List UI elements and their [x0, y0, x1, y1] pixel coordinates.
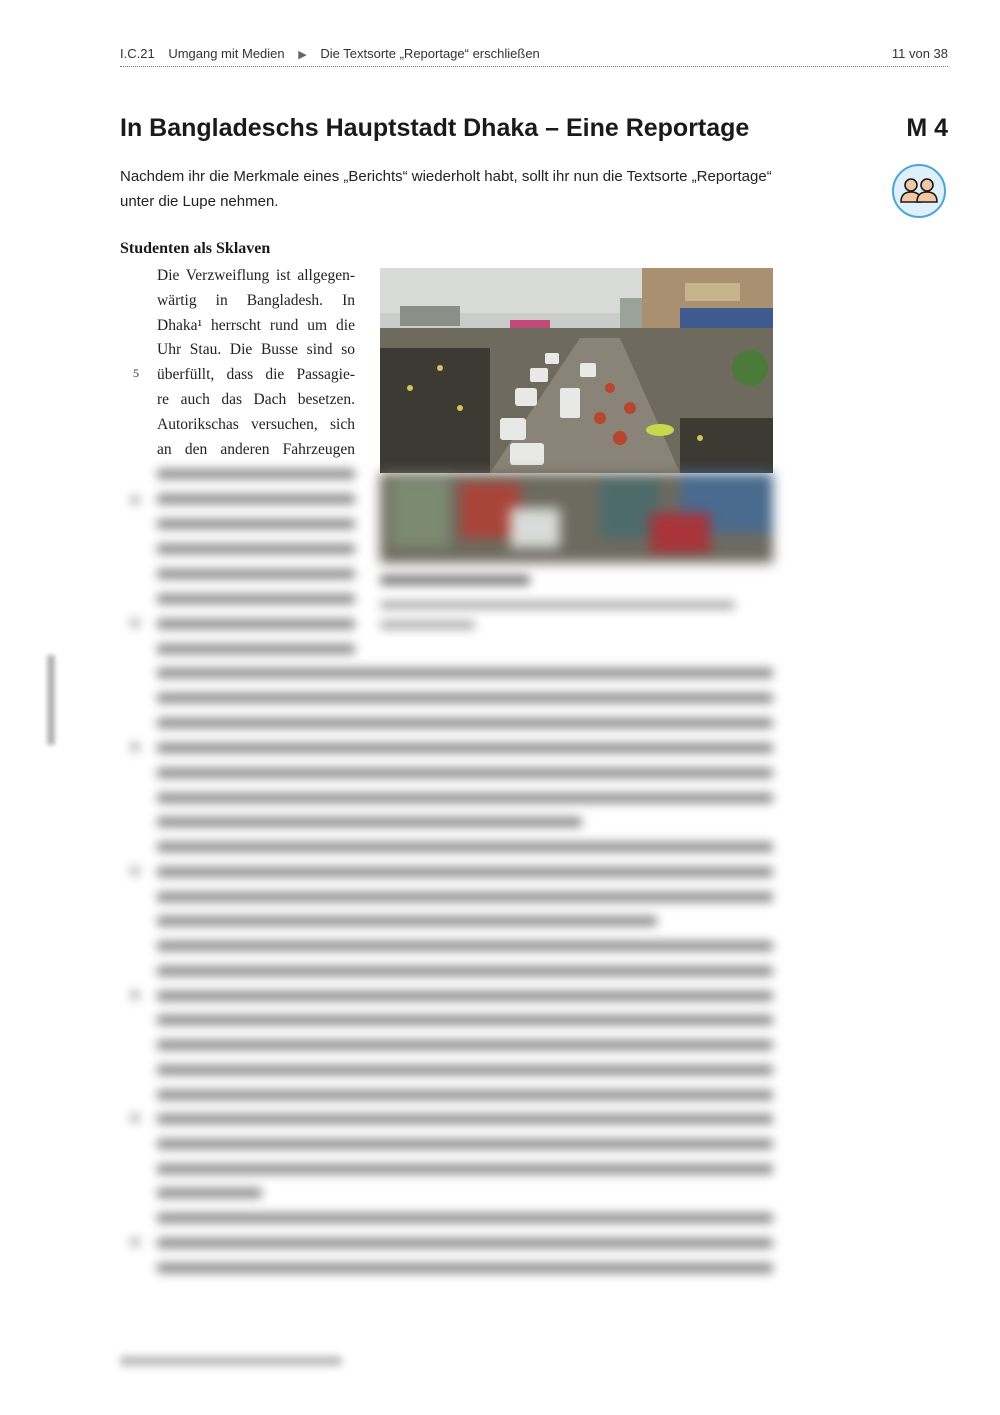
- blurred-line-number: [131, 496, 139, 504]
- section-title: Studenten als Sklaven: [120, 240, 271, 257]
- blurred-line: [157, 1114, 773, 1124]
- blurred-line-number: [131, 619, 139, 627]
- blurred-line: [157, 1139, 773, 1149]
- blurred-line-number: [131, 743, 139, 751]
- material-label: M 4: [906, 114, 948, 142]
- blurred-line: [157, 743, 773, 753]
- partner-work-icon: [892, 164, 946, 218]
- blurred-line: [157, 1090, 773, 1100]
- blurred-caption: [380, 575, 530, 585]
- blurred-line: [157, 1188, 262, 1198]
- text-line: re auch das Dach besetzen.: [157, 390, 355, 408]
- blurred-line: [157, 718, 773, 728]
- unit-code: I.C.21: [120, 46, 155, 61]
- blurred-line: [157, 768, 773, 778]
- blurred-line: [157, 892, 773, 902]
- blurred-line: [157, 817, 582, 827]
- page-counter: 11 von 38: [891, 46, 948, 61]
- blurred-line: [157, 519, 355, 529]
- breadcrumb: [120, 46, 550, 61]
- photo-blurred-part: [380, 473, 773, 563]
- blurred-line-number: [131, 1238, 139, 1246]
- dhaka-street-photo: [380, 268, 773, 473]
- text-line: Uhr Stau. Die Busse sind so: [157, 341, 355, 359]
- blurred-credit: [380, 601, 735, 609]
- blurred-line-number: [131, 991, 139, 999]
- line-number: 5: [133, 366, 139, 380]
- blurred-line: [157, 916, 657, 926]
- blurred-line: [157, 867, 773, 877]
- blurred-line: [157, 966, 773, 976]
- blurred-line: [157, 569, 355, 579]
- text-line: wärtig in Bangladesh. In: [157, 291, 355, 309]
- blurred-line: [157, 544, 355, 554]
- intro-text: Nachdem ihr die Merkmale eines „Berichts“ wiederholt habt, sollt ihr nun die Textsorte „Reportage“ unter die Lupe nehmen.: [120, 168, 772, 210]
- blurred-line: [157, 693, 773, 703]
- blurred-line: [157, 1213, 773, 1223]
- article-text: [157, 264, 355, 462]
- blurred-line: [157, 1164, 773, 1174]
- blurred-line: [157, 793, 773, 803]
- blurred-line: [157, 941, 773, 951]
- breadcrumb-arrow-icon: ▶: [298, 49, 307, 61]
- text-line: an den anderen Fahrzeugen: [157, 440, 355, 458]
- topic-name: Die Textsorte „Reportage“ erschließen: [320, 46, 540, 61]
- blurred-line-number: [131, 867, 139, 875]
- blurred-line: [157, 1015, 773, 1025]
- blurred-line: [157, 1238, 773, 1248]
- blurred-line: [157, 469, 355, 479]
- blurred-footer: [120, 1356, 342, 1366]
- blurred-line: [157, 494, 355, 504]
- blurred-line: [157, 668, 773, 678]
- page-header: [120, 44, 948, 67]
- blurred-line: [157, 644, 355, 654]
- text-line: überfüllt, dass die Passagie-: [157, 366, 355, 384]
- blurred-line: [157, 1263, 773, 1273]
- blurred-line: [157, 1065, 773, 1075]
- text-line: Die Verzweiflung ist allgegen-: [157, 267, 355, 284]
- blurred-line: [157, 842, 773, 852]
- module-name: Umgang mit Medien: [168, 46, 285, 61]
- blurred-credit: [380, 621, 475, 629]
- blurred-line: [157, 1040, 773, 1050]
- blurred-line: [157, 991, 773, 1001]
- blurred-line-number: [131, 1114, 139, 1122]
- text-line: Autorikschas versuchen, sich: [157, 415, 355, 433]
- text-line: Dhaka¹ herrscht rund um die: [157, 316, 355, 334]
- page-title: In Bangladeschs Hauptstadt Dhaka – Eine Reportage: [120, 114, 750, 142]
- blurred-line: [157, 619, 355, 629]
- blurred-side-copyright: [44, 655, 58, 745]
- blurred-line: [157, 594, 355, 604]
